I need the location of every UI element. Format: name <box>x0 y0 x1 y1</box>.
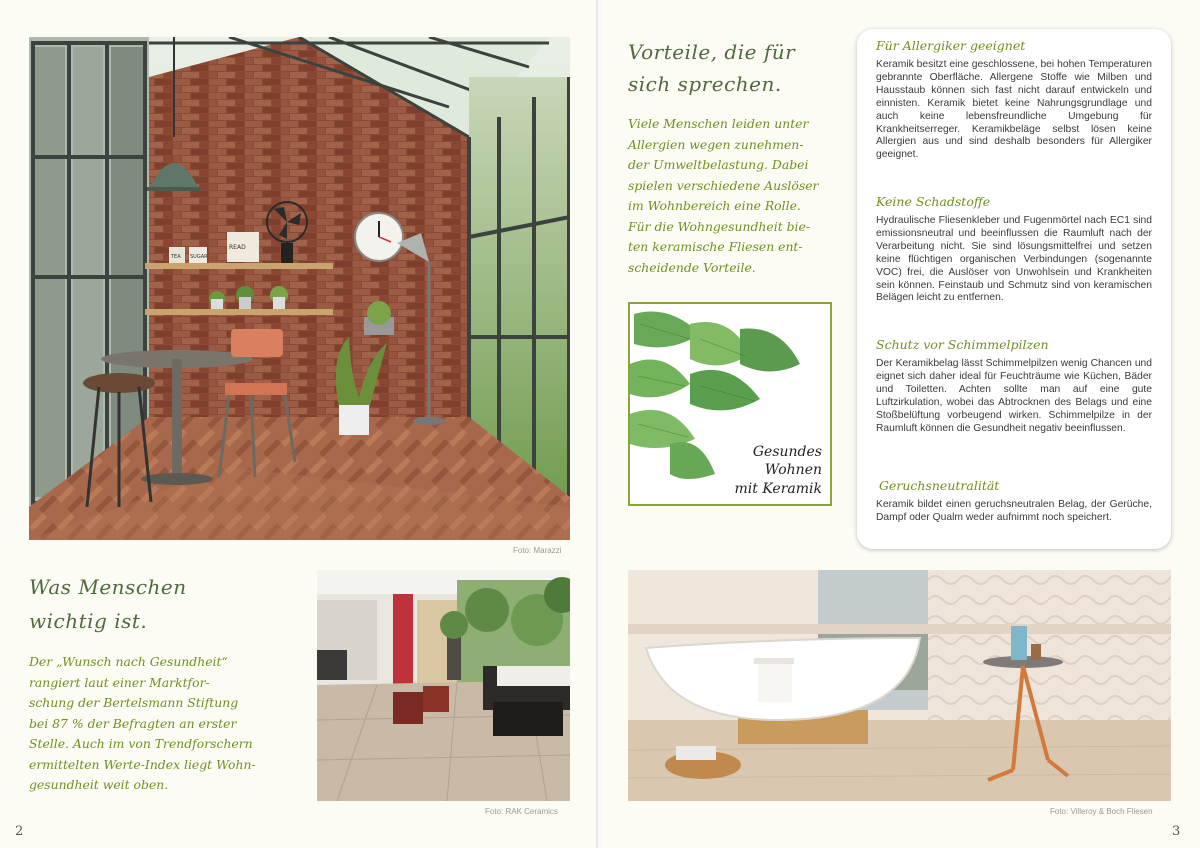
right-intro-text <box>628 114 830 278</box>
section-title-pollutants: Keine Schadstoffe <box>876 194 991 209</box>
photo-credit-marazzi: Foto: Marazzi <box>513 546 562 555</box>
right-heading-line1: Vorteile, die für <box>628 40 796 64</box>
left-intro-text <box>29 652 285 796</box>
conservatory-photo <box>29 37 570 540</box>
left-intro-line: ermittelten Werte-Index liegt Wohn- <box>29 756 256 772</box>
right-intro-line: spielen verschiedene Auslöser <box>628 177 819 193</box>
badge-line: Gesundes <box>752 443 822 460</box>
healthy-living-badge <box>628 302 832 506</box>
left-intro-line: rangiert laut einer Marktfor- <box>29 674 210 690</box>
jar-label-sugar: SUGAR <box>190 254 208 260</box>
right-intro-line: scheidende Vorteile. <box>628 259 756 275</box>
left-heading-line2: wichtig ist. <box>29 609 148 633</box>
section-title-mold: Schutz vor Schimmelpilzen <box>876 337 1049 352</box>
left-intro-line: Stelle. Auch im von Trendforschern <box>29 736 253 751</box>
right-heading-line2: sich sprechen. <box>628 72 782 96</box>
badge-line: mit Keramik <box>734 480 822 497</box>
page-number-left: 2 <box>15 824 24 839</box>
section-text-pollutants: Hydraulische Fliesenkleber und Fugenmörtel nach EC1 sind emissionsneutral und beeinflussen die Raumluft nach der Verarbeitung nicht. Sie sind lösungsmittelfrei und setzen keine flüchtigen organischen Verbindungen (sogenannte VOC) frei, die Auslöser von Unwohlsein und Krankheiten sein können. Feinstaub und Schmutz sind von keramischen Belägen leicht zu entfernen. <box>876 215 1152 304</box>
right-intro-line: im Wohnbereich eine Rolle. <box>628 198 801 213</box>
left-intro-line: schung der Bertelsmann Stiftung <box>29 695 239 710</box>
badge-text <box>735 443 822 499</box>
jar-label-tea: TEA <box>171 254 181 260</box>
left-intro-line: Der „Wunsch nach Gesundheit“ <box>29 654 228 669</box>
photo-credit-villeroy: Foto: Villeroy & Boch Fliesen <box>1050 807 1153 816</box>
box-label-read: READ <box>229 244 246 251</box>
left-intro-line: bei 87 % der Befragten an erster <box>29 715 237 731</box>
left-intro-line: gesundheit weit oben. <box>29 777 169 792</box>
right-intro-line: ten keramische Fliesen ent- <box>628 239 803 254</box>
section-text-allergy: Keramik besitzt eine geschlossene, bei hohen Temperaturen gebrannte Oberfläche. Allergene Stoffe wie Milben und Hausstaub können sich fast nicht darauf entwickeln und einnisten. Keramik bietet keine Nahrungsgrundlage und auch keine lebensfreundliche Umgebung für Krankheitserreger. Keramikbeläge selbst lösen keine Allergien aus und sind deshalb besonders für Allergiker geeignet. <box>876 59 1152 161</box>
right-intro-line: Viele Menschen leiden unter <box>628 116 809 131</box>
right-intro-line: Für die Wohngesundheit bie- <box>628 218 811 234</box>
left-heading <box>29 570 187 638</box>
page-number-right: 3 <box>1172 824 1181 839</box>
bathroom-photo <box>628 570 1171 801</box>
benefits-card <box>857 29 1171 549</box>
photo-credit-rak: Foto: RAK Ceramics <box>485 807 558 816</box>
section-text-mold: Der Keramikbelag lässt Schimmelpilzen wenig Chancen und eignet sich daher ideal für Feuchträume wie Küchen, Bäder und Toiletten. Achten sollte man auf eine gute Luftzirkulation, wobei das Abtrocknen des Belags und eine Stoßbelüftung vorbeugend wirken. Schimmelpilze in der Raumluft können die Gesundheit negativ beeinflussen. <box>876 358 1152 434</box>
right-heading <box>628 36 795 100</box>
badge-line: Wohnen <box>764 462 822 478</box>
right-intro-line: der Umweltbelastung. Dabei <box>628 157 809 172</box>
section-text-odor: Keramik bildet einen geruchsneutralen Belag, der Gerüche, Dampf oder Qualm weder aufnimmt noch speichert. <box>876 499 1152 523</box>
left-heading-line1: Was Menschen <box>29 575 187 599</box>
section-title-odor: Geruchsneutralität <box>879 478 1000 493</box>
living-room-photo <box>317 570 570 801</box>
right-intro-line: Allergien wegen zunehmen- <box>628 136 804 152</box>
section-title-allergy: Für Allergiker geeignet <box>876 38 1026 53</box>
